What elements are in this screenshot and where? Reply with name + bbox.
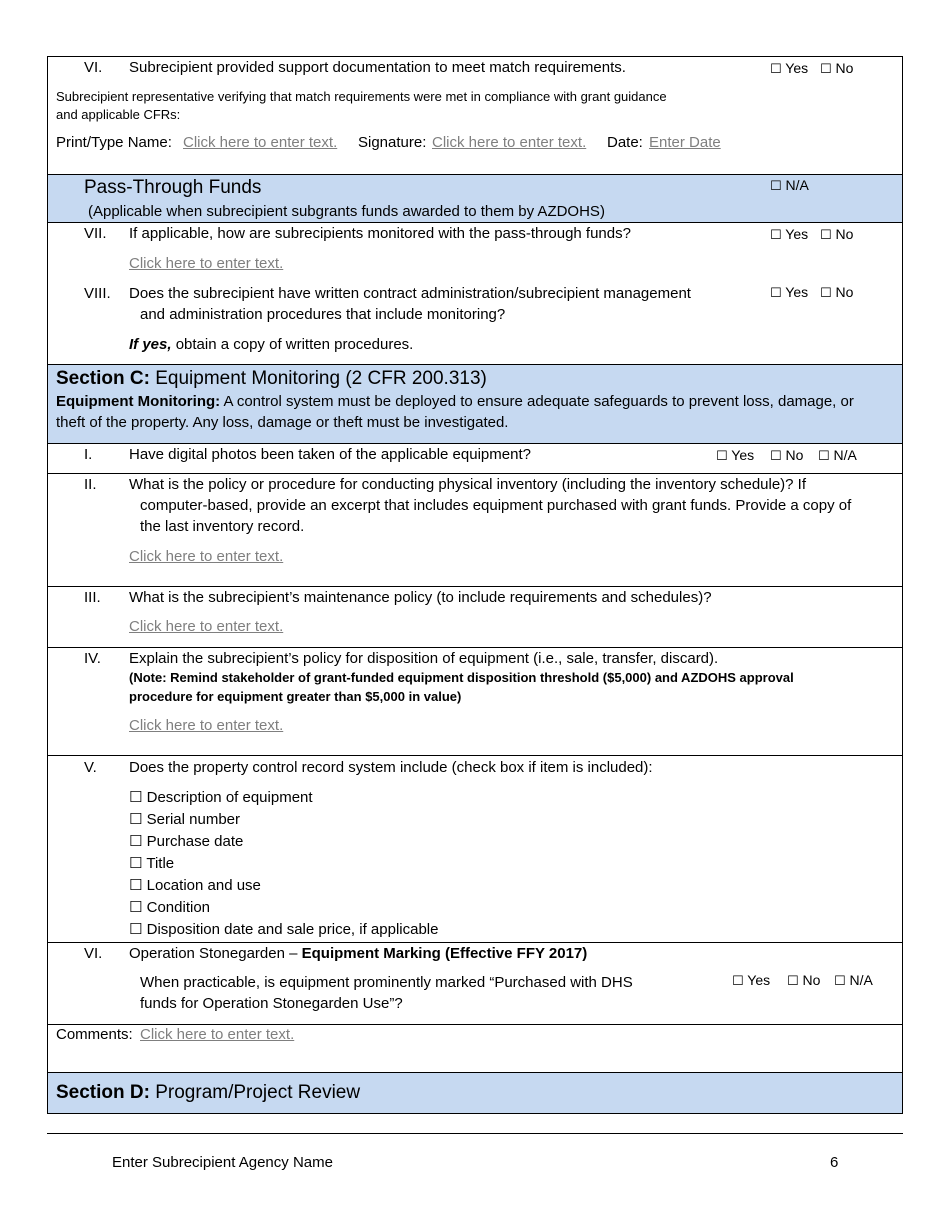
note-text: (Note: Remind stakeholder of grant-funded equipment disposition threshold ($5,000) and AZDOHS approval (129, 670, 794, 685)
question-text: and administration procedures that include monitoring? (140, 306, 506, 323)
checkbox-icon: ☐ (129, 920, 143, 938)
section-d-heading: Section D: Program/Project Review (56, 1082, 361, 1103)
item-number: IV. (84, 650, 101, 667)
if-yes-instruction: If yes, obtain a copy of written procedures. (129, 336, 414, 353)
yes-checkbox[interactable]: ☐ Yes (770, 60, 809, 77)
verify-text: and applicable CFRs: (56, 107, 181, 122)
question-text: Operation Stonegarden – Equipment Marking (Effective FFY 2017) (129, 945, 588, 962)
checkbox-icon: ☐ (834, 974, 846, 989)
yes-checkbox[interactable]: ☐ Yes (716, 447, 755, 464)
pass-through-title: Pass-Through Funds (84, 177, 262, 198)
pass-through-subtitle: (Applicable when subrecipient subgrants funds awarded to them by AZDOHS) (88, 203, 605, 220)
section-c-description: theft of the property. Any loss, damage or theft must be investigated. (56, 414, 509, 431)
item-number: I. (84, 446, 93, 463)
question-text: If applicable, how are subrecipients monitored with the pass-through funds? (129, 225, 631, 242)
item-number: VI. (84, 945, 103, 962)
checkbox-icon: ☐ (129, 788, 143, 806)
checklist-item[interactable]: ☐ Location and use (129, 876, 261, 894)
note-text: procedure for equipment greater than $5,000 in value) (129, 689, 462, 704)
print-name-field[interactable]: Click here to enter text. (183, 134, 338, 151)
na-checkbox[interactable]: ☐ N/A (834, 972, 873, 989)
verify-text: Subrecipient representative verifying that match requirements were met in compliance with grant guidance (56, 89, 667, 104)
print-name-label: Print/Type Name: (56, 134, 172, 151)
checklist-item[interactable]: ☐ Purchase date (129, 832, 244, 850)
na-checkbox[interactable]: ☐ N/A (818, 447, 857, 464)
date-label: Date: (607, 134, 643, 151)
question-text: funds for Operation Stonegarden Use”? (140, 995, 403, 1012)
signature-field[interactable]: Click here to enter text. (432, 134, 587, 151)
checkbox-icon: ☐ (770, 228, 782, 243)
checkbox-icon: ☐ (732, 974, 744, 989)
comments-label: Comments: (56, 1026, 133, 1043)
text-entry-field[interactable]: Click here to enter text. (129, 717, 284, 734)
no-checkbox[interactable]: ☐ No (820, 226, 854, 243)
checklist-item[interactable]: ☐ Serial number (129, 810, 241, 828)
item-number: V. (84, 759, 97, 776)
question-text: Does the property control record system include (check box if item is included): (129, 759, 653, 776)
question-text: What is the subrecipient’s maintenance policy (to include requirements and schedules)? (129, 589, 712, 606)
section-c-heading: Section C: Equipment Monitoring (2 CFR 200.313) (56, 368, 487, 389)
question-text: Subrecipient provided support documentation to meet match requirements. (129, 59, 626, 76)
yes-checkbox[interactable]: ☐ Yes (770, 284, 809, 301)
question-text: Explain the subrecipient’s policy for disposition of equipment (i.e., sale, transfer, discard). (129, 650, 719, 667)
no-checkbox[interactable]: ☐ No (787, 972, 821, 989)
no-checkbox[interactable]: ☐ No (770, 447, 804, 464)
no-checkbox[interactable]: ☐ No (820, 284, 854, 301)
footer-rule (47, 1133, 903, 1134)
date-field[interactable]: Enter Date (649, 134, 721, 151)
checklist-item[interactable]: ☐ Description of equipment (129, 788, 313, 806)
section-c-description: Equipment Monitoring: A control system must be deployed to ensure adequate safeguards to prevent loss, damage, or (56, 393, 854, 410)
checkbox-icon: ☐ (770, 62, 782, 77)
checklist-item[interactable]: ☐ Disposition date and sale price, if applicable (129, 920, 439, 938)
checkbox-icon: ☐ (770, 449, 782, 464)
footer-agency-name[interactable]: Enter Subrecipient Agency Name (112, 1154, 333, 1171)
question-text: What is the policy or procedure for conducting physical inventory (including the inventory schedule)? If (129, 476, 807, 493)
checkbox-icon: ☐ (787, 974, 799, 989)
checkbox-icon: ☐ (129, 832, 143, 850)
question-text: When practicable, is equipment prominently marked “Purchased with DHS (140, 974, 633, 991)
item-number: VI. (84, 59, 103, 76)
checkbox-icon: ☐ (770, 286, 782, 301)
checkbox-icon: ☐ (818, 449, 830, 464)
item-number: III. (84, 589, 101, 606)
checkbox-icon: ☐ (129, 854, 143, 872)
item-number: VII. (84, 225, 107, 242)
text-entry-field[interactable]: Click here to enter text. (129, 618, 284, 635)
yes-checkbox[interactable]: ☐ Yes (770, 226, 809, 243)
checklist-item[interactable]: ☐ Condition (129, 898, 211, 916)
checkbox-icon: ☐ (770, 179, 782, 194)
question-text: Does the subrecipient have written contract administration/subrecipient management (129, 285, 691, 302)
checkbox-icon: ☐ (820, 62, 832, 77)
text-entry-field[interactable]: Click here to enter text. (129, 548, 284, 565)
checkbox-icon: ☐ (129, 876, 143, 894)
comments-field[interactable]: Click here to enter text. (140, 1026, 295, 1043)
yes-checkbox[interactable]: ☐ Yes (732, 972, 771, 989)
question-text: the last inventory record. (140, 518, 305, 535)
question-text: computer-based, provide an excerpt that includes equipment purchased with grant funds. Provide a copy of (140, 497, 852, 514)
text-entry-field[interactable]: Click here to enter text. (129, 255, 284, 272)
checklist-item[interactable]: ☐ Title (129, 854, 175, 872)
checkbox-icon: ☐ (129, 810, 143, 828)
record-checklist (129, 788, 438, 942)
signature-label: Signature: (358, 134, 427, 151)
item-number: VIII. (84, 285, 111, 302)
item-number: II. (84, 476, 97, 493)
checkbox-icon: ☐ (716, 449, 728, 464)
page-number: 6 (830, 1154, 839, 1171)
no-checkbox[interactable]: ☐ No (820, 60, 854, 77)
checkbox-icon: ☐ (820, 286, 832, 301)
question-text: Have digital photos been taken of the applicable equipment? (129, 446, 531, 463)
checkbox-icon: ☐ (129, 898, 143, 916)
na-checkbox[interactable]: ☐ N/A (770, 177, 809, 194)
checkbox-icon: ☐ (820, 228, 832, 243)
